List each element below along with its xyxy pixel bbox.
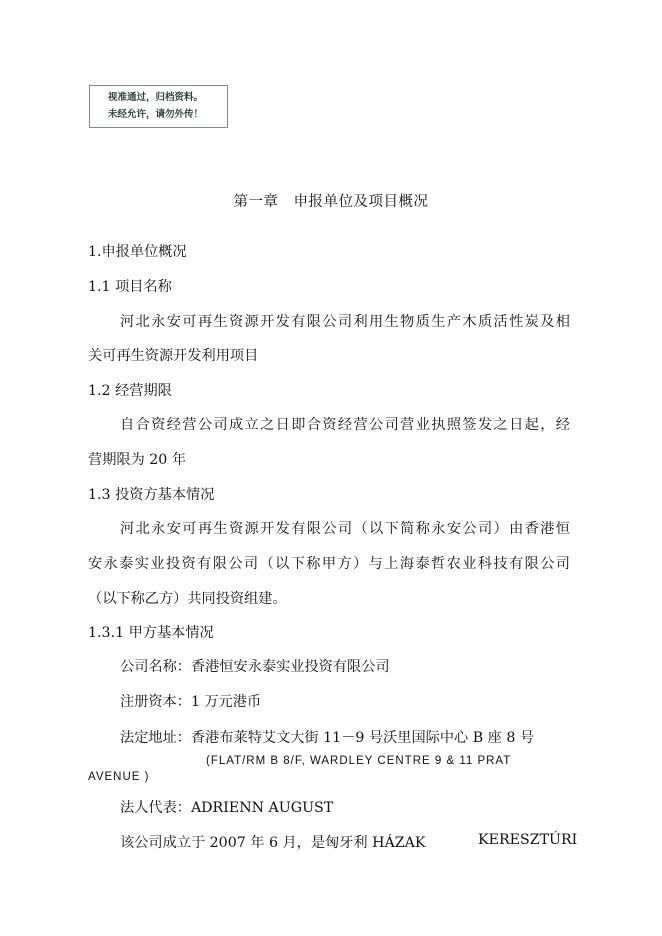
stamp-line-2: 未经允许，请勿外传！ bbox=[108, 109, 204, 120]
investor-line-3: （以下称乙方）共同投资组建。 bbox=[88, 591, 287, 607]
project-name-line-1: 河北永安可再生资源开发有限公司利用生物质生产木质活性炭及相 bbox=[120, 314, 570, 330]
section-1-1-heading: 1.1 项目名称 bbox=[88, 279, 172, 295]
section-1-3-heading: 1.3 投资方基本情况 bbox=[88, 487, 215, 503]
term-line-1: 自合资经营公司成立之日即合资经营公司营业执照签发之日起，经 bbox=[120, 417, 570, 433]
legal-address-en-1: (FLAT/RM B 8/F, WARDLEY CENTRE 9 & 11 PRAT bbox=[206, 755, 512, 767]
investor-line-1: 河北永安可再生资源开发有限公司（以下简称永安公司）由香港恒 bbox=[120, 521, 570, 537]
chapter-title: 第一章 申报单位及项目概况 bbox=[233, 194, 429, 210]
section-1-2-heading: 1.2 经营期限 bbox=[88, 383, 172, 399]
registered-capital: 注册资本：1 万元港币 bbox=[120, 694, 262, 710]
confidential-stamp bbox=[89, 85, 228, 128]
section-1-3-1-heading: 1.3.1 甲方基本情况 bbox=[88, 625, 214, 641]
founded-line-1: 该公司成立于 2007 年 6 月，是匈牙利 HÁZAK bbox=[120, 835, 426, 851]
founded-line-1-end: KERESZTÚRI bbox=[478, 832, 578, 848]
legal-representative: 法人代表：ADRIENN AUGUST bbox=[120, 800, 334, 816]
project-name-line-2: 关可再生资源开发利用项目 bbox=[88, 348, 259, 364]
stamp-line-1: 视准通过，归档资料。 bbox=[108, 92, 204, 103]
investor-line-2: 安永泰实业投资有限公司（以下称甲方）与上海泰哲农业科技有限公司 bbox=[88, 556, 570, 572]
section-1-heading: 1.申报单位概况 bbox=[88, 244, 187, 260]
term-line-2: 营期限为 20 年 bbox=[88, 452, 187, 468]
legal-address: 法定地址：香港布莱特艾文大街 11－9 号沃里国际中心 B 座 8 号 bbox=[120, 730, 535, 746]
legal-address-en-2: AVENUE ) bbox=[88, 771, 150, 783]
company-name: 公司名称：香港恒安永泰实业投资有限公司 bbox=[120, 659, 390, 675]
